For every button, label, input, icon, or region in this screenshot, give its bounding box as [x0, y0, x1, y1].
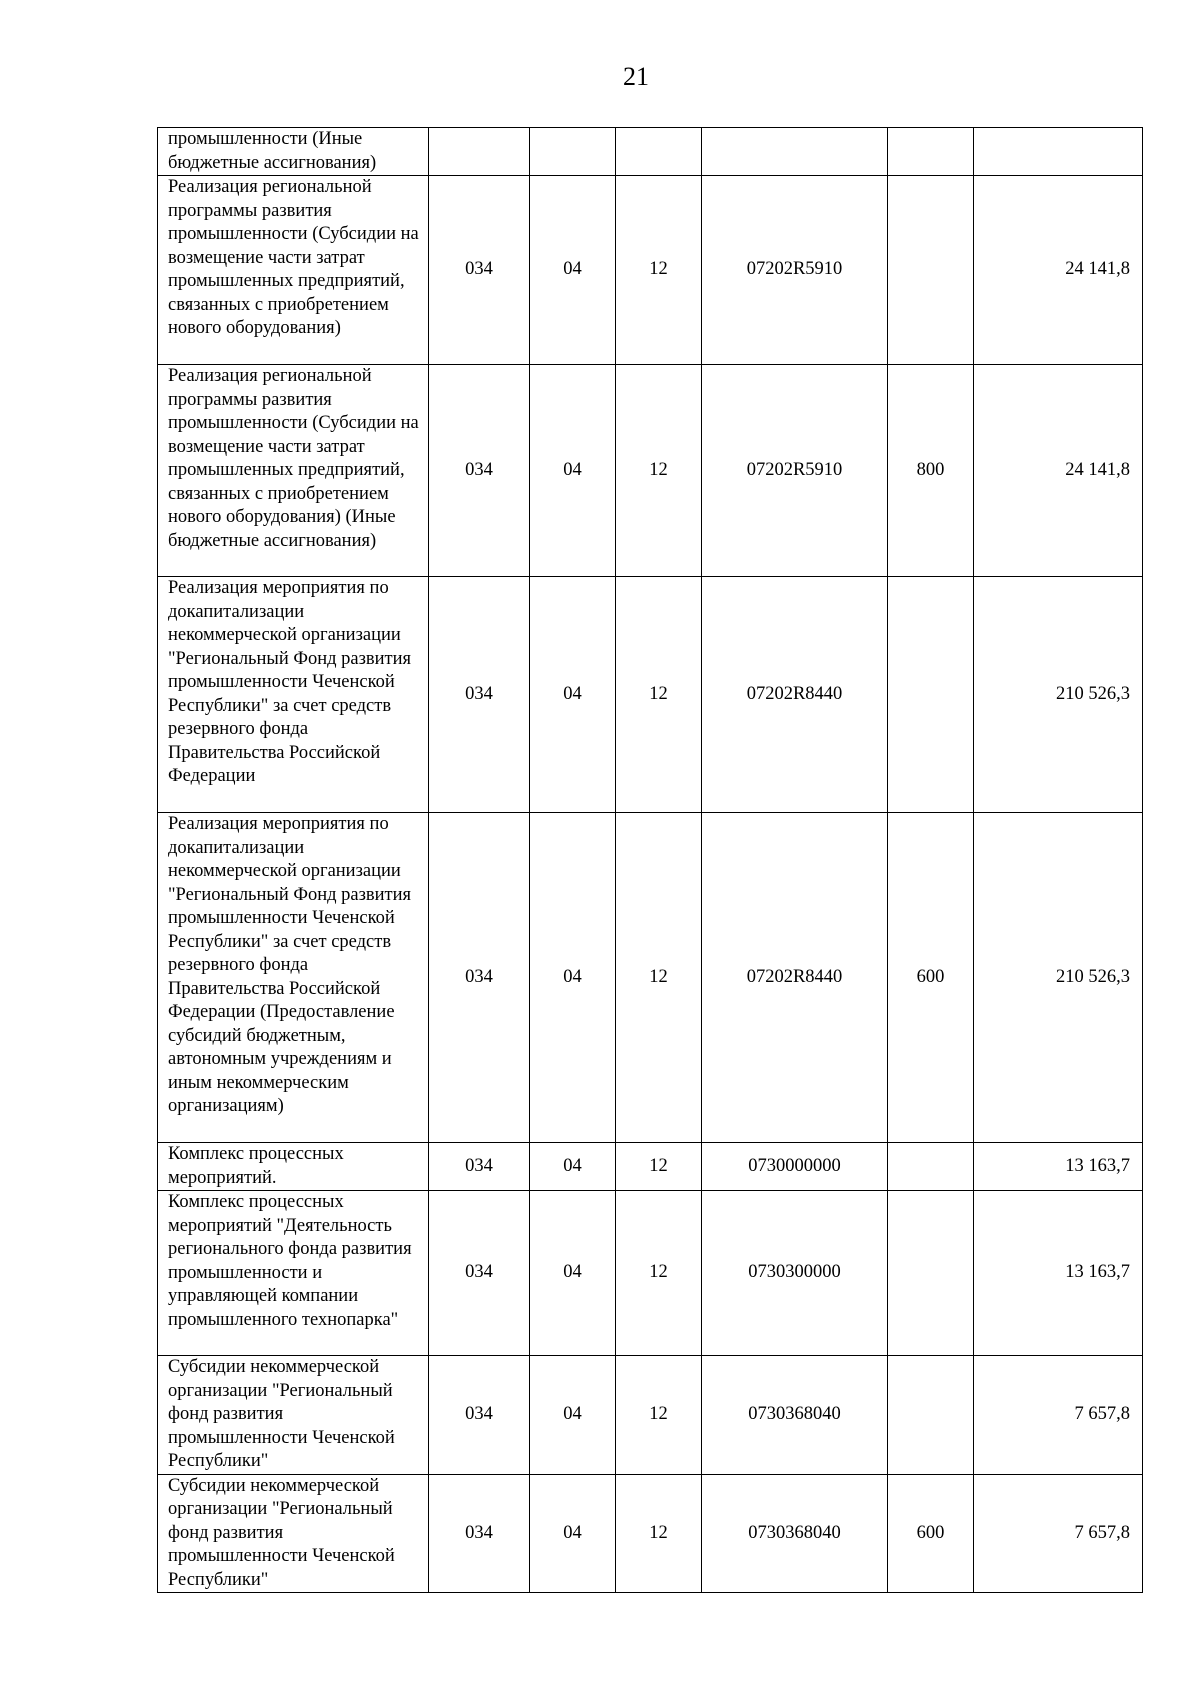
expense-type-cell — [888, 176, 974, 365]
target-article-cell — [702, 128, 888, 176]
section-code-cell: 04 — [530, 577, 616, 813]
table-row — [158, 128, 1143, 176]
target-article-cell: 0730300000 — [702, 1191, 888, 1356]
expense-type-cell — [888, 577, 974, 813]
amount-cell: 7 657,8 — [974, 1356, 1143, 1475]
expense-type-cell — [888, 1143, 974, 1191]
target-article-cell: 07202R5910 — [702, 365, 888, 577]
expense-name-cell: Субсидии некоммерческой организации "Региональный фонд развития промышленности Чеченской Республики" — [158, 1356, 429, 1475]
target-article-cell: 0730368040 — [702, 1356, 888, 1475]
section-code-cell: 04 — [530, 1191, 616, 1356]
section-code-cell — [530, 128, 616, 176]
subsection-code-cell: 12 — [616, 176, 702, 365]
budget-table — [157, 127, 1143, 1593]
expense-type-cell — [888, 128, 974, 176]
page-number: 21 — [623, 62, 649, 91]
subsection-code-cell: 12 — [616, 1474, 702, 1593]
target-article-cell: 0730368040 — [702, 1474, 888, 1593]
subsection-code-cell: 12 — [616, 1191, 702, 1356]
expense-type-cell — [888, 1191, 974, 1356]
ministry-code-cell: 034 — [429, 577, 530, 813]
budget-table-body — [158, 128, 1143, 1593]
section-code-cell: 04 — [530, 1143, 616, 1191]
ministry-code-cell: 034 — [429, 813, 530, 1143]
subsection-code-cell: 12 — [616, 1356, 702, 1475]
ministry-code-cell: 034 — [429, 1143, 530, 1191]
expense-type-cell: 600 — [888, 1474, 974, 1593]
expense-name-cell: Реализация мероприятия по докапитализации некоммерческой организации "Региональный Фонд развития промышленности Чеченской Республики" за счет средств резервного фонда Правительства Российской Федерации — [158, 577, 429, 813]
section-code-cell: 04 — [530, 176, 616, 365]
expense-name-cell: Комплекс процессных мероприятий "Деятельность регионального фонда развития промышленности и управляющей компании промышленного технопарка" — [158, 1191, 429, 1356]
table-row — [158, 1356, 1143, 1475]
section-code-cell: 04 — [530, 365, 616, 577]
expense-name-cell: Субсидии некоммерческой организации "Региональный фонд развития промышленности Чеченской Республики" — [158, 1474, 429, 1593]
table-row — [158, 813, 1143, 1143]
table-row — [158, 577, 1143, 813]
ministry-code-cell: 034 — [429, 1356, 530, 1475]
target-article-cell: 07202R5910 — [702, 176, 888, 365]
table-row — [158, 176, 1143, 365]
amount-cell: 13 163,7 — [974, 1143, 1143, 1191]
section-code-cell: 04 — [530, 1356, 616, 1475]
amount-cell — [974, 128, 1143, 176]
subsection-code-cell: 12 — [616, 813, 702, 1143]
subsection-code-cell: 12 — [616, 577, 702, 813]
section-code-cell: 04 — [530, 813, 616, 1143]
target-article-cell: 0730000000 — [702, 1143, 888, 1191]
expense-name-cell: Комплекс процессных мероприятий. — [158, 1143, 429, 1191]
target-article-cell: 07202R8440 — [702, 577, 888, 813]
amount-cell: 210 526,3 — [974, 813, 1143, 1143]
amount-cell: 24 141,8 — [974, 365, 1143, 577]
table-row — [158, 1143, 1143, 1191]
subsection-code-cell — [616, 128, 702, 176]
expense-type-cell — [888, 1356, 974, 1475]
amount-cell: 210 526,3 — [974, 577, 1143, 813]
ministry-code-cell: 034 — [429, 1474, 530, 1593]
ministry-code-cell: 034 — [429, 176, 530, 365]
ministry-code-cell: 034 — [429, 1191, 530, 1356]
amount-cell: 24 141,8 — [974, 176, 1143, 365]
ministry-code-cell: 034 — [429, 365, 530, 577]
subsection-code-cell: 12 — [616, 365, 702, 577]
ministry-code-cell — [429, 128, 530, 176]
table-row — [158, 1474, 1143, 1593]
expense-type-cell: 600 — [888, 813, 974, 1143]
amount-cell: 13 163,7 — [974, 1191, 1143, 1356]
expense-name-cell: Реализация мероприятия по докапитализации некоммерческой организации "Региональный Фонд развития промышленности Чеченской Республики" за счет средств резервного фонда Правительства Российской Федерации (Предоставление субсидий бюджетным, автономным учреждениям и иным некоммерческим организациям) — [158, 813, 429, 1143]
amount-cell: 7 657,8 — [974, 1474, 1143, 1593]
expense-name-cell: промышленности (Иные бюджетные ассигнования) — [158, 128, 429, 176]
expense-name-cell: Реализация региональной программы развития промышленности (Субсидии на возмещение части затрат промышленных предприятий, связанных с приобретением нового оборудования) — [158, 176, 429, 365]
subsection-code-cell: 12 — [616, 1143, 702, 1191]
section-code-cell: 04 — [530, 1474, 616, 1593]
table-row — [158, 1191, 1143, 1356]
expense-type-cell: 800 — [888, 365, 974, 577]
table-row — [158, 365, 1143, 577]
target-article-cell: 07202R8440 — [702, 813, 888, 1143]
expense-name-cell: Реализация региональной программы развития промышленности (Субсидии на возмещение части затрат промышленных предприятий, связанных с приобретением нового оборудования) (Иные бюджетные ассигнования) — [158, 365, 429, 577]
